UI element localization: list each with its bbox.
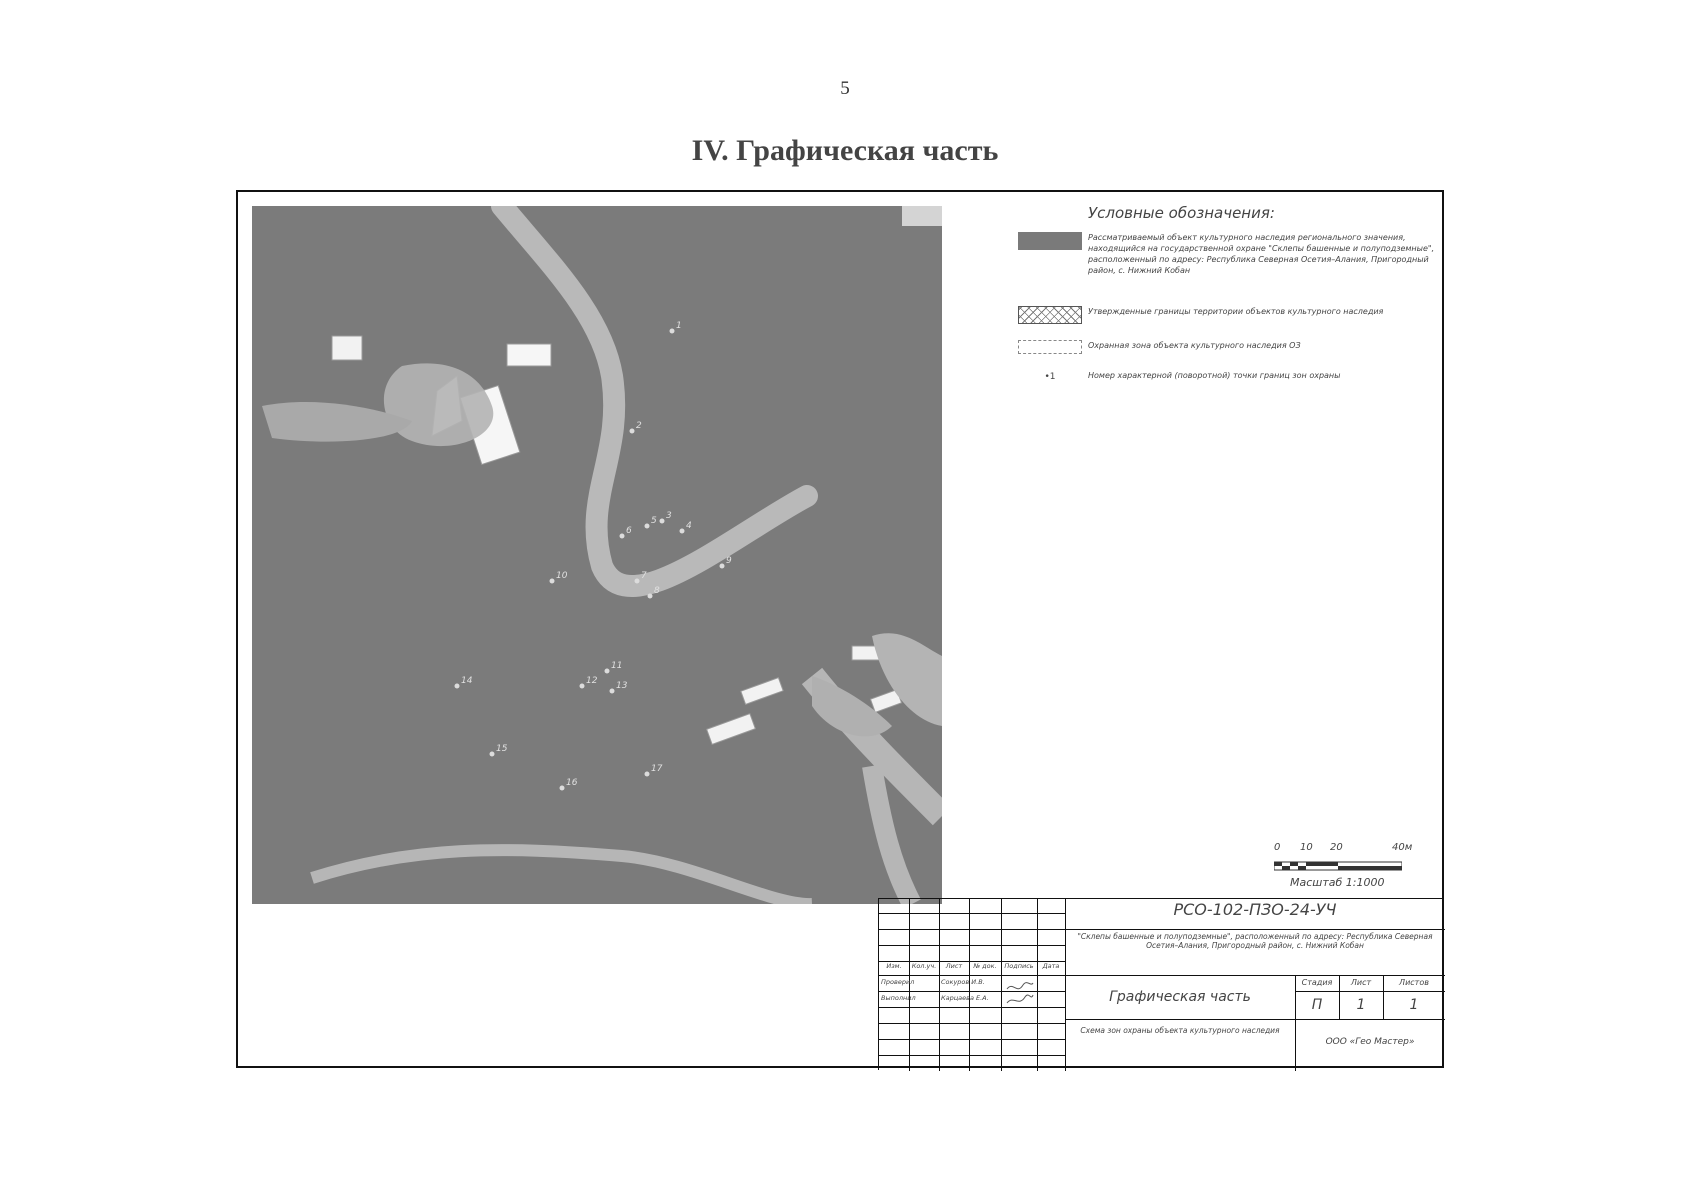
boundary-point-label: 11 bbox=[611, 661, 623, 671]
legend-item-text: Утвержденные границы территории объектов культурного наследия bbox=[1088, 307, 1384, 316]
boundary-point-label: 9 bbox=[726, 556, 732, 566]
boundary-point-label: 12 bbox=[586, 676, 598, 686]
role-name: Сокуров И.В. bbox=[941, 978, 985, 986]
boundary-point-label: 8 bbox=[654, 586, 660, 596]
boundary-point-marker bbox=[490, 752, 495, 757]
role-label: Выполнил bbox=[881, 994, 916, 1002]
boundary-point-marker bbox=[720, 564, 725, 569]
boundary-point-label: 15 bbox=[496, 744, 508, 754]
boundary-point-label: 7 bbox=[641, 571, 647, 581]
boundary-point-label: 6 bbox=[626, 526, 632, 536]
boundary-point-label: 3 bbox=[666, 511, 672, 521]
crosshatch-swatch-icon bbox=[1018, 306, 1082, 324]
scale-label: 20 bbox=[1330, 842, 1343, 853]
boundary-point-label: 1 bbox=[676, 321, 682, 331]
column-header: Изм. bbox=[886, 962, 902, 970]
boundary-point-marker bbox=[670, 329, 675, 334]
boundary-point-marker bbox=[645, 772, 650, 777]
column-header: Лист bbox=[945, 962, 963, 970]
boundary-point-label: 10 bbox=[556, 571, 568, 581]
column-header: № док. bbox=[973, 962, 997, 970]
stage-value: П bbox=[1311, 997, 1323, 1013]
sheets-label: Листов bbox=[1399, 978, 1429, 987]
boundary-point-marker bbox=[560, 786, 565, 791]
boundary-point-marker bbox=[550, 579, 555, 584]
scale-bar-graphic bbox=[1274, 856, 1402, 872]
boundary-point-marker bbox=[645, 524, 650, 529]
boundary-point-marker bbox=[620, 534, 625, 539]
sheets-value: 1 bbox=[1409, 997, 1419, 1013]
company-name: ООО «Гео Мастер» bbox=[1325, 1037, 1415, 1047]
role-label: Проверил bbox=[881, 978, 915, 986]
solid-fill-swatch-icon bbox=[1018, 232, 1082, 250]
role-name: Карцаева Е.А. bbox=[941, 994, 989, 1002]
signature-icon bbox=[1005, 979, 1035, 1009]
boundary-point-label: 5 bbox=[651, 516, 657, 526]
scale-label: 40м bbox=[1392, 842, 1413, 853]
boundary-point-label: 13 bbox=[616, 681, 628, 691]
document-code: РСО-102-ПЗО-24-УЧ bbox=[1173, 900, 1337, 919]
page-number: 5 bbox=[840, 78, 850, 99]
scale-caption: Масштаб 1:1000 bbox=[1290, 876, 1385, 889]
boundary-point-label: 14 bbox=[461, 676, 473, 686]
dashed-outline-swatch-icon bbox=[1018, 340, 1082, 354]
boundary-point-marker bbox=[580, 684, 585, 689]
boundary-point-label: 4 bbox=[686, 521, 692, 531]
boundary-point-marker bbox=[630, 429, 635, 434]
boundary-point-label: 2 bbox=[636, 421, 642, 431]
boundary-point-marker bbox=[660, 519, 665, 524]
page-title: IV. Графическая часть bbox=[691, 134, 999, 167]
title-block bbox=[878, 898, 1444, 1070]
boundary-point-marker bbox=[648, 594, 653, 599]
column-header: Кол.уч. bbox=[911, 962, 937, 970]
boundary-point-marker bbox=[455, 684, 460, 689]
sheet-title: Схема зон охраны объекта культурного наследия bbox=[1080, 1026, 1280, 1035]
aerial-map bbox=[252, 206, 942, 904]
section-title: Графическая часть bbox=[1109, 989, 1251, 1005]
legend-item-text: Рассматриваемый объект культурного наследия регионального значения, находящийся на государственной охране "Склепы башенные и полуподземные", расположенный по адресу: Республика Северная Осетия–Алания, Пригородный район, с. Нижний Кобан bbox=[1088, 233, 1435, 275]
scale-label: 0 bbox=[1274, 842, 1281, 853]
sheet-label: Лист bbox=[1350, 978, 1372, 987]
scale-label: 10 bbox=[1300, 842, 1313, 853]
drawing-sheet bbox=[236, 190, 1444, 1068]
map-image bbox=[252, 206, 942, 904]
legend-item-text: Номер характерной (поворотной) точки границ зон охраны bbox=[1088, 371, 1341, 380]
column-header: Дата bbox=[1042, 962, 1060, 970]
boundary-point-label: 17 bbox=[651, 764, 663, 774]
boundary-point-label: 16 bbox=[566, 778, 578, 788]
point-marker-icon: •1 bbox=[1044, 372, 1056, 382]
boundary-point-marker bbox=[605, 669, 610, 674]
boundary-point-marker bbox=[610, 689, 615, 694]
object-description: "Склепы башенные и полуподземные", расположенный по адресу: Республика Северная Осетия–Алания, Пригородный район, с. Нижний Кобан bbox=[1077, 932, 1433, 950]
scale-bar bbox=[1274, 842, 1414, 902]
stage-label: Стадия bbox=[1301, 978, 1333, 987]
boundary-point-marker bbox=[680, 529, 685, 534]
sheet-value: 1 bbox=[1356, 997, 1366, 1013]
column-header: Подпись bbox=[1004, 962, 1034, 970]
legend-item-text: Охранная зона объекта культурного наследия ОЗ bbox=[1088, 341, 1301, 350]
boundary-point-marker bbox=[635, 579, 640, 584]
legend-title: Условные обозначения: bbox=[1088, 204, 1275, 222]
